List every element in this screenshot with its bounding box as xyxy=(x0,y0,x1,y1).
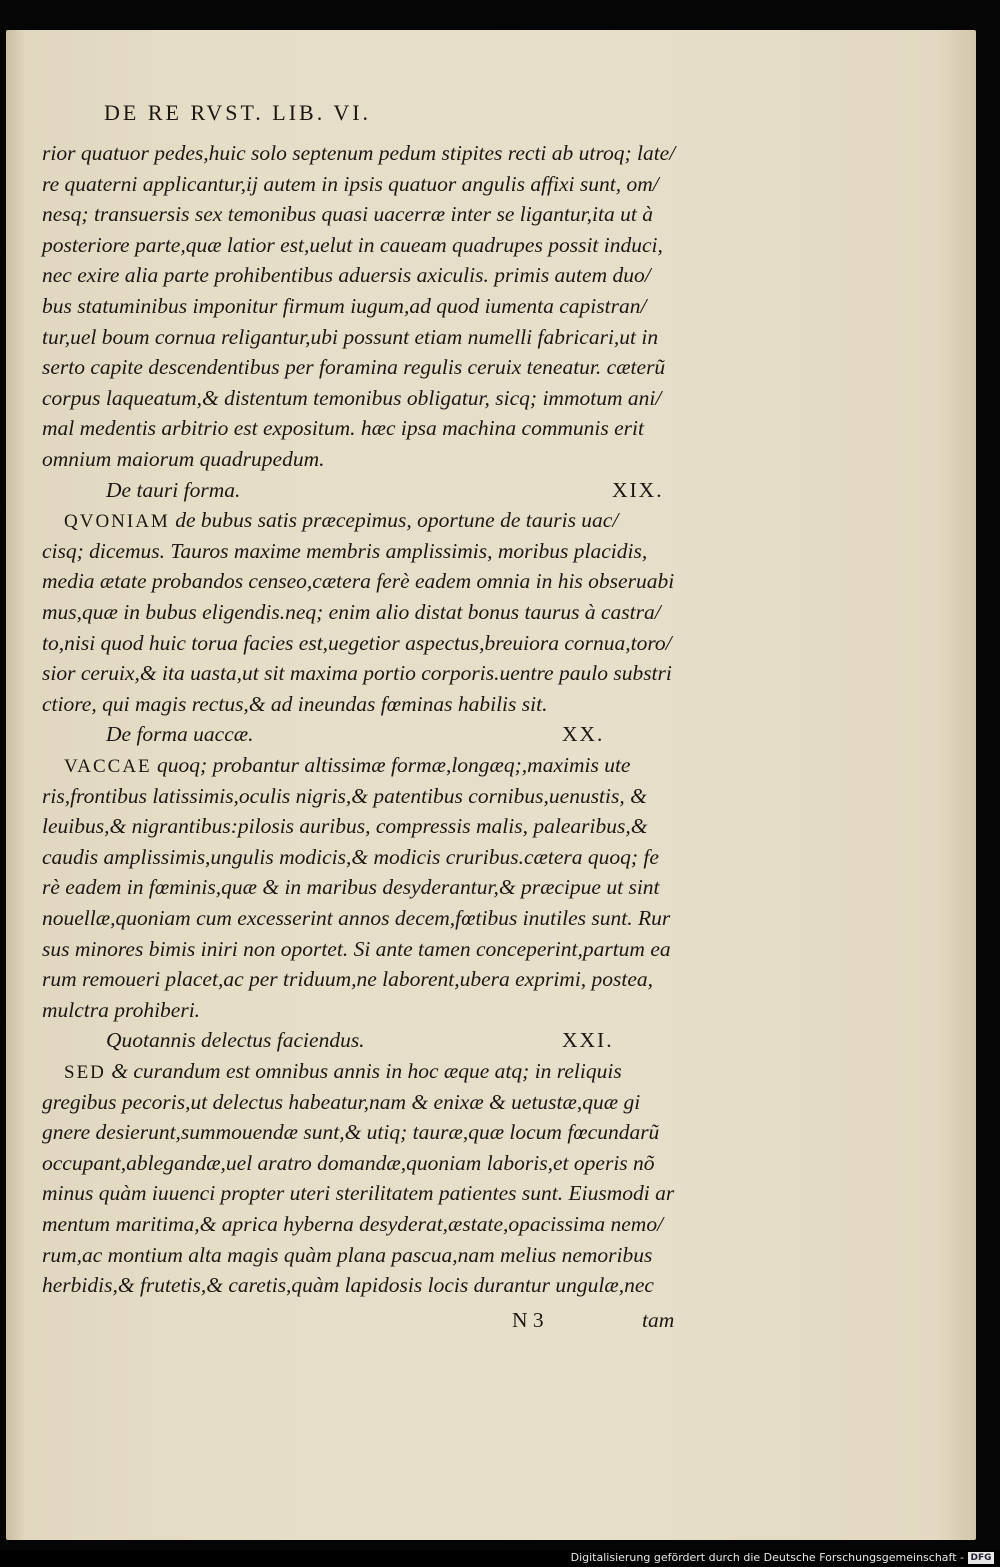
chapter-number: XIX. xyxy=(612,477,664,502)
catchword: tam xyxy=(642,1307,675,1332)
text-line: cisq; dicemus. Tauros maxime membris amplissimis, moribus placidis, xyxy=(42,538,648,563)
text-line: gnere desierunt,summouendæ sunt,& utiq; tauræ,quæ locum fœcundarũ xyxy=(42,1120,660,1145)
text-line: nec exire alia parte prohibentibus aduersis axiculis. primis autem duo/ xyxy=(42,263,651,288)
text-line: occupant,ablegandæ,uel aratro domandæ,quoniam laboris,et operis nõ xyxy=(42,1150,655,1175)
text-line: nouellæ,quoniam cum excesserint annos decem,fœtibus inutiles sunt. Rur xyxy=(42,906,671,930)
text-line: media ætate probandos censeo,cætera ferè eadem omnia in his obseruabi xyxy=(42,569,675,594)
chapter-first-line: de bubus satis præcepimus, oportune de tauris uac/ xyxy=(169,508,619,533)
chapter-heading: De forma uaccæ. xyxy=(106,722,254,747)
dfg-logo: DFG xyxy=(968,1552,994,1564)
text-line: posteriore parte,quæ latior est,uelut in caueam quadrupes possit induci, xyxy=(42,232,663,257)
text-line: minus quàm iuuenci propter uteri sterilitatem patientes sunt. Eiusmodi ar xyxy=(42,1181,675,1206)
text-line: rum remoueri placet,ac per triduum,ne laborent,ubera exprimi, postea, xyxy=(42,967,654,992)
text-line: re quaterni applicantur,ij autem in ipsis quatuor angulis affixi sunt, om/ xyxy=(42,171,659,196)
text-line: bus statuminibus imponitur firmum iugum,ad quod iumenta capistran/ xyxy=(42,294,647,318)
text-line: ctiore, qui magis rectus,& ad ineundas fœminas habilis sit. xyxy=(42,691,548,716)
running-head: DE RE RVST. LIB. VI. xyxy=(104,100,372,125)
text-line xyxy=(64,1056,622,1086)
chapter-number: XXI. xyxy=(562,1028,614,1053)
text-line: rè eadem in fœminis,quæ & in maribus desyderantur,& præcipue ut sint xyxy=(42,875,660,900)
text-line: sus minores bimis iniri non oportet. Si ante tamen conceperint,partum ea xyxy=(42,936,671,961)
text-line: serto capite descendentibus per foramina regulis ceruix teneatur. cæterũ xyxy=(42,355,666,380)
text-line: rior quatuor pedes,huic solo septenum pedum stipites recti ab utroq; late/ xyxy=(42,141,676,165)
chapter-number: XX. xyxy=(562,722,605,747)
text-line xyxy=(64,505,618,535)
text-line: omnium maiorum quadrupedum. xyxy=(42,447,325,471)
text-line: to,nisi quod huic torua facies est,uegetior aspectus,breuiora cornua,toro/ xyxy=(42,630,672,655)
text-line: leuibus,& nigrantibus:pilosis auribus, compressis malis, palearibus,& xyxy=(42,814,648,839)
text-line: herbidis,& frutetis,& caretis,quàm lapidosis locis durantur ungulæ,nec xyxy=(42,1273,654,1298)
text-line: sior ceruix,& ita uasta,ut sit maxima portio corporis.uentre paulo substri xyxy=(42,661,672,686)
footer-credit: Digitalisierung gefördert durch die Deutsche Forschungsgemeinschaft - xyxy=(570,1551,964,1564)
signature-mark: N 3 xyxy=(512,1307,544,1332)
chapter-initial: QVONIAM xyxy=(64,511,170,533)
chapter-initial: VACCAE xyxy=(64,756,152,777)
chapter-initial: SED xyxy=(64,1062,106,1083)
text-line: ris,frontibus latissimis,oculis nigris,& patentibus cornibus,uenustis, & xyxy=(42,783,647,808)
text-line: tur,uel boum cornua religantur,ubi possunt etiam numelli fabricari,ut in xyxy=(42,324,659,349)
text-line: gregibus pecoris,ut delectus habeatur,nam & enixæ & uetustæ,quæ gi xyxy=(42,1089,641,1114)
text-line: mentum maritima,& aprica hyberna desyderat,æstate,opacissima nemo/ xyxy=(42,1212,664,1236)
chapter-heading: Quotannis delectus faciendus. xyxy=(106,1028,365,1053)
text-line: nesq; transuersis sex temonibus quasi uacerræ inter se ligantur,ita ut à xyxy=(42,202,653,227)
text-line: mulctra prohiberi. xyxy=(42,997,201,1022)
text-line: mus,quæ in bubus eligendis.neq; enim alio distat bonus taurus à castra/ xyxy=(42,600,661,624)
text-line: rum,ac montium alta magis quàm plana pascua,nam melius nemoribus xyxy=(42,1242,653,1267)
text-line: caudis amplissimis,ungulis modicis,& modicis cruribus.cætera quoq; fe xyxy=(42,844,659,869)
chapter-first-line: quoq; probantur altissimæ formæ,longæq;,maximis ute xyxy=(151,753,631,777)
footer-bar xyxy=(0,1550,1000,1567)
text-line: corpus laqueatum,& distentum temonibus obligatur, sicq; immotum ani/ xyxy=(42,385,662,410)
text-line: mal medentis arbitrio est expositum. hæc ipsa machina communis erit xyxy=(42,416,644,441)
book-page xyxy=(6,30,976,1540)
chapter-first-line: & curandum est omnibus annis in hoc æque atq; in reliquis xyxy=(105,1059,622,1083)
text-line xyxy=(64,750,630,780)
chapter-heading: De tauri forma. xyxy=(106,477,241,502)
